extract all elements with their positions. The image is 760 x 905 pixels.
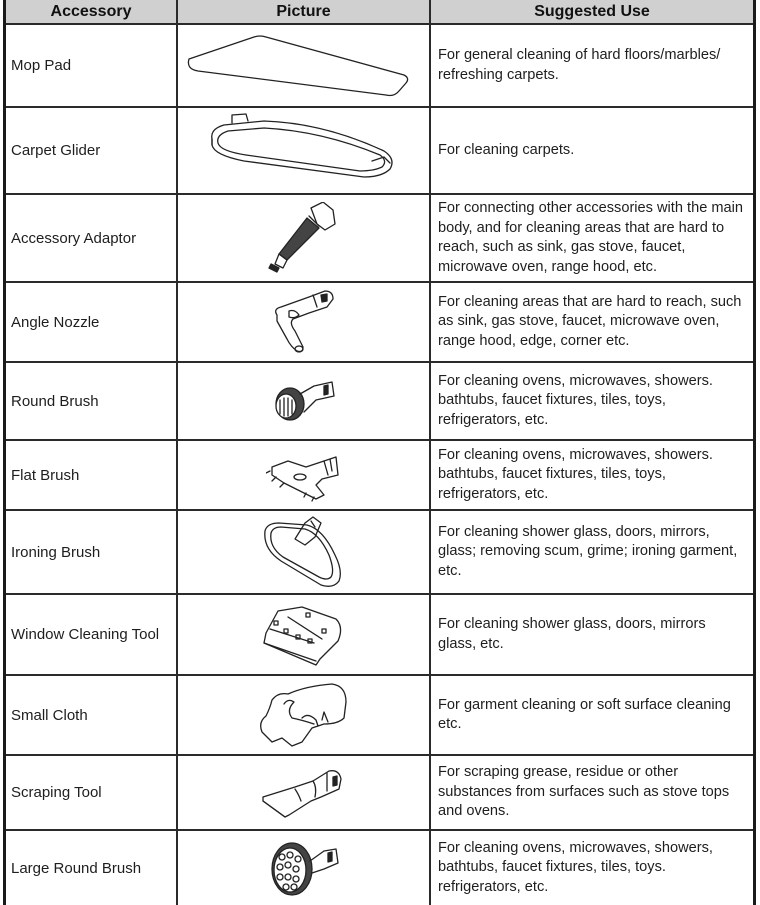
table-row (6, 195, 753, 283)
header-accessory: Accessory (6, 0, 178, 23)
angle-nozzle-icon (269, 289, 339, 355)
accessory-name: Accessory Adaptor (11, 229, 137, 247)
header-suggested-use: Suggested Use (534, 2, 650, 20)
accessory-name: Flat Brush (11, 466, 80, 484)
picture-cell (178, 831, 431, 905)
mop-pad-icon (184, 31, 424, 101)
picture-cell (178, 756, 431, 829)
ironing-brush-icon (261, 515, 347, 589)
window-cleaning-tool-icon (262, 603, 346, 667)
carpet-glider-icon (204, 111, 404, 191)
table-row (6, 283, 753, 363)
picture-cell (178, 363, 431, 439)
header-picture: Picture (178, 0, 431, 23)
suggested-use: For cleaning shower glass, doors, mirrors glass, etc. (438, 616, 706, 652)
flat-brush-icon (266, 447, 342, 503)
picture-cell (178, 195, 431, 281)
small-cloth-icon (258, 682, 350, 748)
accessory-name: Scraping Tool (11, 784, 102, 801)
table-row (6, 441, 753, 511)
suggested-use: For cleaning ovens, microwaves, showers. bathtubs, faucet fixtures, tiles, toys, refrigerators, etc. (438, 372, 713, 428)
accessory-table (3, 0, 756, 905)
accessory-name: Small Cloth (11, 706, 88, 724)
picture-cell (178, 595, 431, 674)
picture-cell (178, 25, 431, 106)
picture-cell (178, 283, 431, 361)
suggested-use: For cleaning shower glass, doors, mirrors, glass; removing scum, grime; ironing garment, etc. (438, 523, 738, 579)
picture-cell (178, 441, 431, 509)
accessory-adaptor-icon (259, 202, 349, 274)
table-row (6, 676, 753, 756)
picture-cell (178, 676, 431, 754)
large-round-brush-icon (268, 837, 340, 899)
picture-cell (178, 511, 431, 593)
accessory-name: Ironing Brush (11, 543, 101, 561)
table-header (6, 0, 753, 25)
suggested-use: For cleaning ovens, microwaves, showers. bathtubs, faucet fixtures, tiles, toys, refrigerators, etc. (438, 446, 713, 502)
suggested-use: For cleaning carpets. (438, 141, 575, 158)
suggested-use: For cleaning ovens, microwaves, showers, bathtubs, faucet fixtures, tiles, toys. refrigerators, etc. (438, 839, 713, 895)
accessory-name: Large Round Brush (11, 859, 142, 877)
accessory-name: Round Brush (11, 392, 99, 410)
accessory-name: Window Cleaning Tool (11, 626, 160, 643)
table-row (6, 108, 753, 195)
accessory-name: Mop Pad (11, 57, 72, 74)
suggested-use: For connecting other accessories with the main body, and for cleaning areas that are hard to reach, such as sink, gas stove, faucet, microwave oven, range hood, etc. (438, 200, 743, 275)
suggested-use: For garment cleaning or soft surface cleaning etc. (438, 696, 731, 732)
suggested-use: For scraping grease, residue or other substances from surfaces such as stove tops and ovens. (438, 764, 730, 820)
table-row (6, 511, 753, 595)
suggested-use: For cleaning areas that are hard to reach, such as sink, gas stove, faucet, microwave oven, range hood, edge, corner etc. (438, 293, 742, 349)
table-row (6, 756, 753, 831)
table-row (6, 595, 753, 676)
picture-cell (178, 108, 431, 193)
table-row (6, 363, 753, 441)
table-row (6, 831, 753, 905)
accessory-name: Carpet Glider (11, 142, 101, 159)
round-brush-icon (268, 376, 340, 426)
table-row (6, 25, 753, 108)
accessory-name: Angle Nozzle (11, 313, 100, 331)
suggested-use: For general cleaning of hard floors/marbles/ refreshing carpets. (438, 47, 721, 83)
scraping-tool-icon (261, 767, 347, 819)
